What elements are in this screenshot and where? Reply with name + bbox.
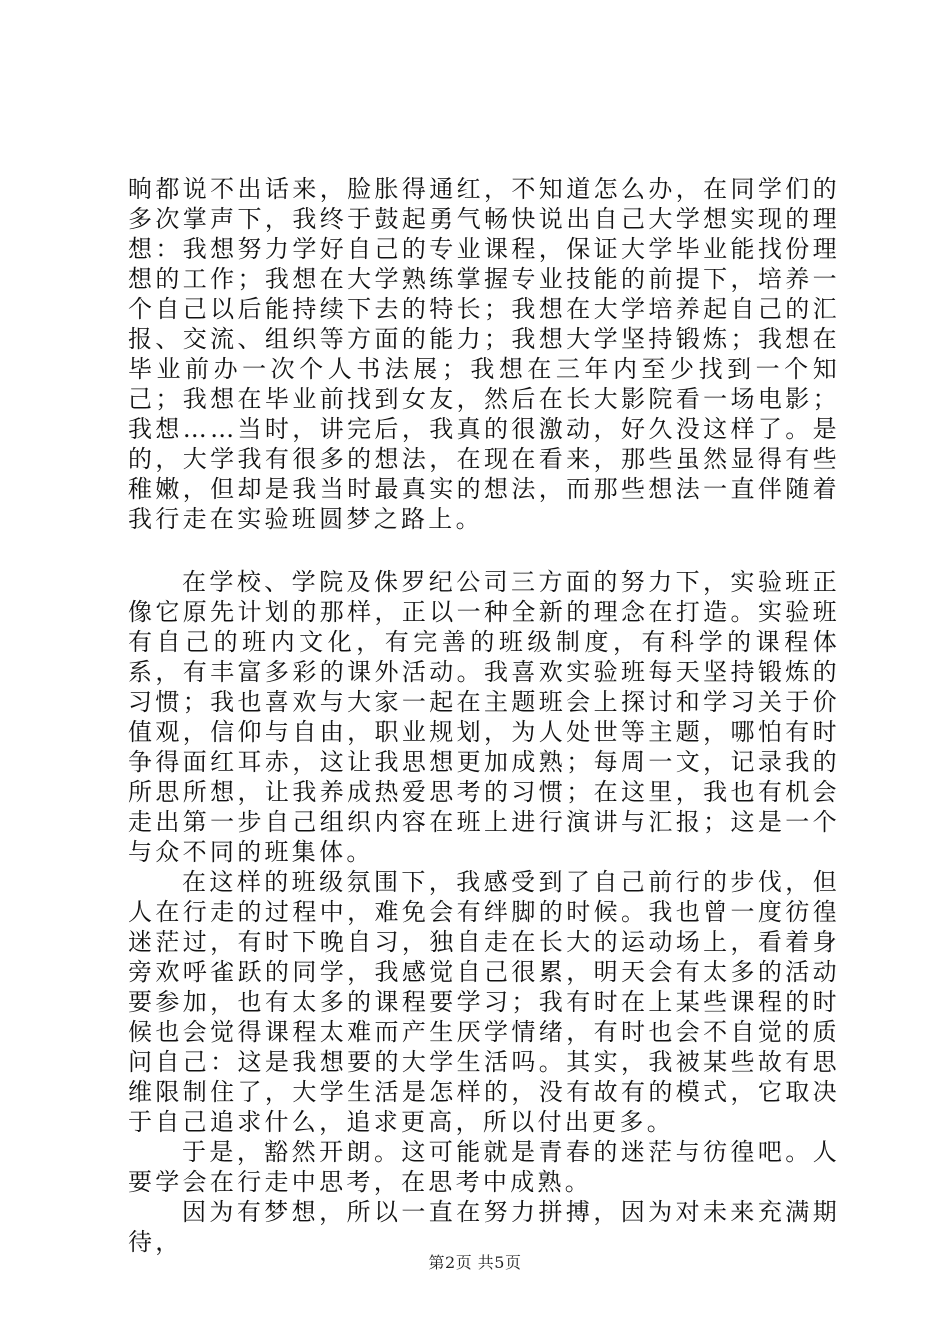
paragraph-5: 因为有梦想，所以一直在努力拼搏，因为对未来充满期待， (128, 1198, 840, 1256)
document-body (128, 174, 840, 1257)
paragraph-2: 在学校、学院及侏罗纪公司三方面的努力下，实验班正像它原先计划的那样，正以一种全新的理念在打造。实验班有自己的班内文化，有完善的班级制度，有科学的课程体系，有丰富多彩的课外活动。我喜欢实验班每天坚持锻炼的习惯；我也喜欢与大家一起在主题班会上探讨和学习关于价值观，信仰与自由，职业规划，为人处世等主题，哪怕有时争得面红耳赤，这让我思想更加成熟；每周一文，记录我的所思所想，让我养成热爱思考的习惯；在这里，我也有机会走出第一步自己组织内容在班上进行演讲与汇报；这是一个与众不同的班集体。 (128, 568, 840, 866)
page-number-footer: 第2页 共5页 (428, 1253, 522, 1272)
paragraph-4: 于是，豁然开朗。这可能就是青春的迷茫与彷徨吧。人要学会在行走中思考，在思考中成熟。 (128, 1138, 840, 1196)
paragraph-3: 在这样的班级氛围下，我感受到了自己前行的步伐，但人在行走的过程中，难免会有绊脚的时候。我也曾一度彷徨迷茫过，有时下晚自习，独自走在长大的运动场上，看着身旁欢呼雀跃的同学，我感觉自己很累，明天会有太多的活动要参加，也有太多的课程要学习；我有时在上某些课程的时候也会觉得课程太难而产生厌学情绪，有时也会不自觉的质问自己：这是我想要的大学生活吗。其实，我被某些故有思维限制住了，大学生活是怎样的，没有故有的模式，它取决于自己追求什么，追求更高，所以付出更多。 (128, 868, 840, 1136)
paragraph-1: 晌都说不出话来，脸胀得通红，不知道怎么办，在同学们的多次掌声下，我终于鼓起勇气畅快说出自己大学想实现的理想：我想努力学好自己的专业课程，保证大学毕业能找份理想的工作；我想在大学熟练掌握专业技能的前提下，培养一个自己以后能持续下去的特长；我想在大学培养起自己的汇报、交流、组织等方面的能力；我想大学坚持锻炼；我想在毕业前办一次个人书法展；我想在三年内至少找到一个知己；我想在毕业前找到女友，然后在长大影院看一场电影；我想……当时，讲完后，我真的很激动，好久没这样了。是的，大学我有很多的想法，在现在看来，那些虽然显得有些稚嫩，但却是我当时最真实的想法，而那些想法一直伴随着我行走在实验班圆梦之路上。 (128, 175, 840, 533)
